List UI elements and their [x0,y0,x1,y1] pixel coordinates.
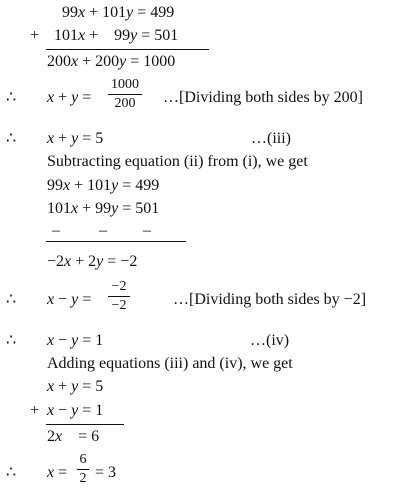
coef: 99 [47,177,63,194]
fraction-bar [108,94,142,95]
coef: 101 [47,200,71,217]
rhs: = 1 [78,402,104,419]
sum-rule-1 [46,49,209,50]
therefore-symbol: ∴ [6,464,17,481]
var-x: x [47,402,55,419]
eq-iii-row [47,377,103,397]
var-x: x [71,200,79,217]
fraction-bar [108,296,130,297]
op: − [54,332,72,349]
denominator: 200 [114,96,136,112]
op: + [54,89,72,106]
eq-iv [47,331,103,351]
var-x: x [47,89,55,106]
therefore-symbol: ∴ [6,89,17,106]
coef: 99 [62,4,78,21]
rhs: = 499 [118,177,160,194]
tag-iii: …(iii) [251,130,291,147]
eq2-row [54,26,178,46]
numerator: 6 [79,452,87,467]
op: − [54,402,72,419]
sum-row-3 [47,427,99,447]
minus-sign: – [143,222,151,239]
eq: = [54,464,72,481]
rhs: = 501 [137,27,179,44]
numerator: −2 [111,279,127,294]
denominator: 2 [79,471,87,487]
var-y: y [111,177,119,194]
term: + 200 [78,53,120,70]
note-divide-200: …[Dividing both sides by 200] [163,89,363,106]
eq: = [78,89,96,106]
numerator: 1000 [111,77,139,92]
coef: −2 [47,253,65,270]
var-y: y [96,253,104,270]
therefore-symbol: ∴ [6,332,17,349]
var-x: x [47,378,55,395]
op: + [54,130,72,147]
subtract-text: Subtracting equation (ii) from (i), we get [47,153,308,170]
final-result: = 3 [91,464,117,481]
eq-iii [47,129,103,149]
adding-text: Adding equations (iii) and (iv), we get [47,355,293,372]
var-y: y [119,53,127,70]
rhs: = 501 [118,200,160,217]
rhs: = 5 [78,130,104,147]
coef: 2 [47,428,55,445]
term: + 2 [71,253,97,270]
xy-sum-lhs [47,88,95,108]
term: + 101 [85,4,127,21]
op: − [54,291,72,308]
minus-sign: – [52,222,60,239]
var-y: y [71,89,79,106]
coef: 200 [47,53,71,70]
plus-sign: + [30,402,40,419]
var-y: y [71,378,79,395]
eq2-row-b [47,199,159,219]
rhs: = 499 [133,4,175,21]
var-x: x [47,332,55,349]
var-x: x [55,428,63,445]
therefore-symbol: ∴ [6,130,17,147]
eq: = [78,291,96,308]
var-x: x [71,53,79,70]
var-y: y [71,291,79,308]
rhs: = 1000 [126,53,176,70]
tag-iv: …(iv) [250,332,290,349]
sum-row-1 [47,52,175,72]
fraction-6-2 [77,452,89,487]
var-y: y [71,332,79,349]
note-divide-neg2: …[Dividing both sides by −2] [173,291,367,308]
final-lhs [47,463,71,483]
rhs: = 1 [78,332,104,349]
var-y: y [126,4,134,21]
rhs: = 5 [78,378,104,395]
denominator: −2 [111,298,127,314]
coef: 101 [54,27,78,44]
var-x: x [78,4,86,21]
var-y: y [71,402,79,419]
xy-diff-lhs [47,290,95,310]
eq-iv-row [47,401,103,421]
term: + 99 [85,27,131,44]
eq1-row-b [47,176,159,196]
result-row-2 [47,252,137,272]
var-y: y [71,130,79,147]
var-x: x [64,253,72,270]
eq1-row [62,3,174,23]
sum-rule-2 [46,241,186,242]
fraction-1000-200 [108,77,142,112]
var-x: x [47,291,55,308]
var-y: y [111,200,119,217]
var-x: x [78,27,86,44]
op: + [54,378,72,395]
rhs: = 6 [62,428,100,445]
fraction-neg2-neg2 [108,279,130,314]
rhs: = −2 [103,253,138,270]
var-x: x [47,464,55,481]
var-y: y [130,27,138,44]
var-x: x [47,130,55,147]
term: + 101 [70,177,112,194]
sum-rule-3 [46,424,124,425]
fraction-bar [77,469,89,470]
term: + 99 [78,200,112,217]
var-x: x [63,177,71,194]
minus-signs-row [0,222,404,240]
plus-sign: + [30,27,40,44]
minus-sign: – [99,222,107,239]
therefore-symbol: ∴ [6,291,17,308]
